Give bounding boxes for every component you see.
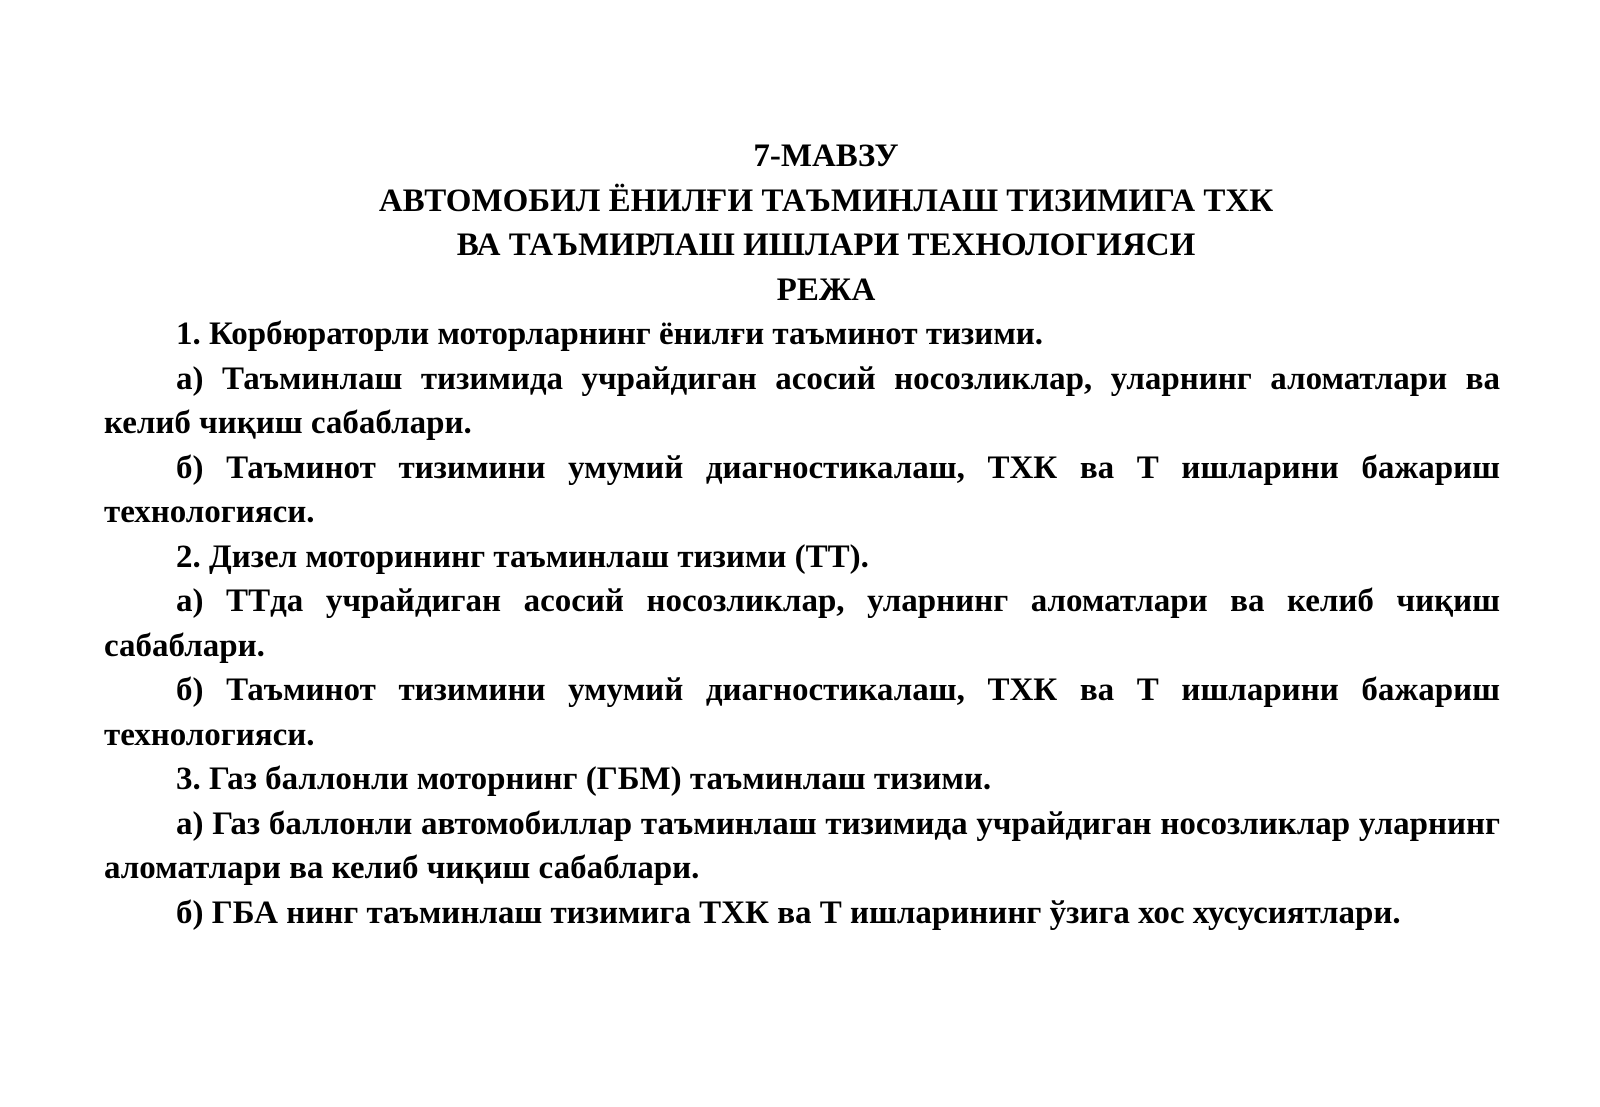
plan-item-1b: б) Таъминот тизимини умумий диагностикалаш, ТХК ва Т ишларини бажариш технологияси. [104,449,1500,530]
plan-item-3b: б) ГБА нинг таъминлаш тизимига ТХК ва Т ишларининг ўзига хос хусусиятлари. [176,894,1401,931]
plan-item-2a: а) ТТда учрайдиган асосий носозликлар, уларнинг аломатлари ва келиб чиқиш сабаблари. [104,583,1500,664]
title-block [104,134,1500,312]
plan-item-2: 2. Дизел моторининг таъминлаш тизими (ТТ). [176,538,869,575]
plan-item-1a: а) Таъминлаш тизимида учрайдиган асосий носозликлар, уларнинг аломатлари ва келиб чиқиш сабаблари. [104,360,1500,441]
plan-item-2b: б) Таъминот тизимини умумий диагностикалаш, ТХК ва Т ишларини бажариш технологияси. [104,672,1500,753]
title-line-2: ВА ТАЪМИРЛАШ ИШЛАРИ ТЕХНОЛОГИЯСИ [456,227,1196,263]
plan-item-1: 1. Корбюраторли моторларнинг ёнилғи таъминот тизими. [176,316,1044,352]
topic-number: 7-МАВЗУ [753,138,899,174]
document-page [104,134,1500,935]
title-line-1: АВТОМОБИЛ ЁНИЛҒИ ТАЪМИНЛАШ ТИЗИМИГА ТХК [378,182,1274,219]
plan-heading: РЕЖА [776,271,876,308]
plan-item-3: 3. Газ баллонли моторнинг (ГБМ) таъминлаш тизими. [176,761,992,797]
plan-item-3a: а) Газ баллонли автомобиллар таъминлаш тизимида учрайдиган носозликлар уларнинг аломатлари ва келиб чиқиш сабаблари. [104,805,1500,886]
plan-list [104,312,1500,935]
